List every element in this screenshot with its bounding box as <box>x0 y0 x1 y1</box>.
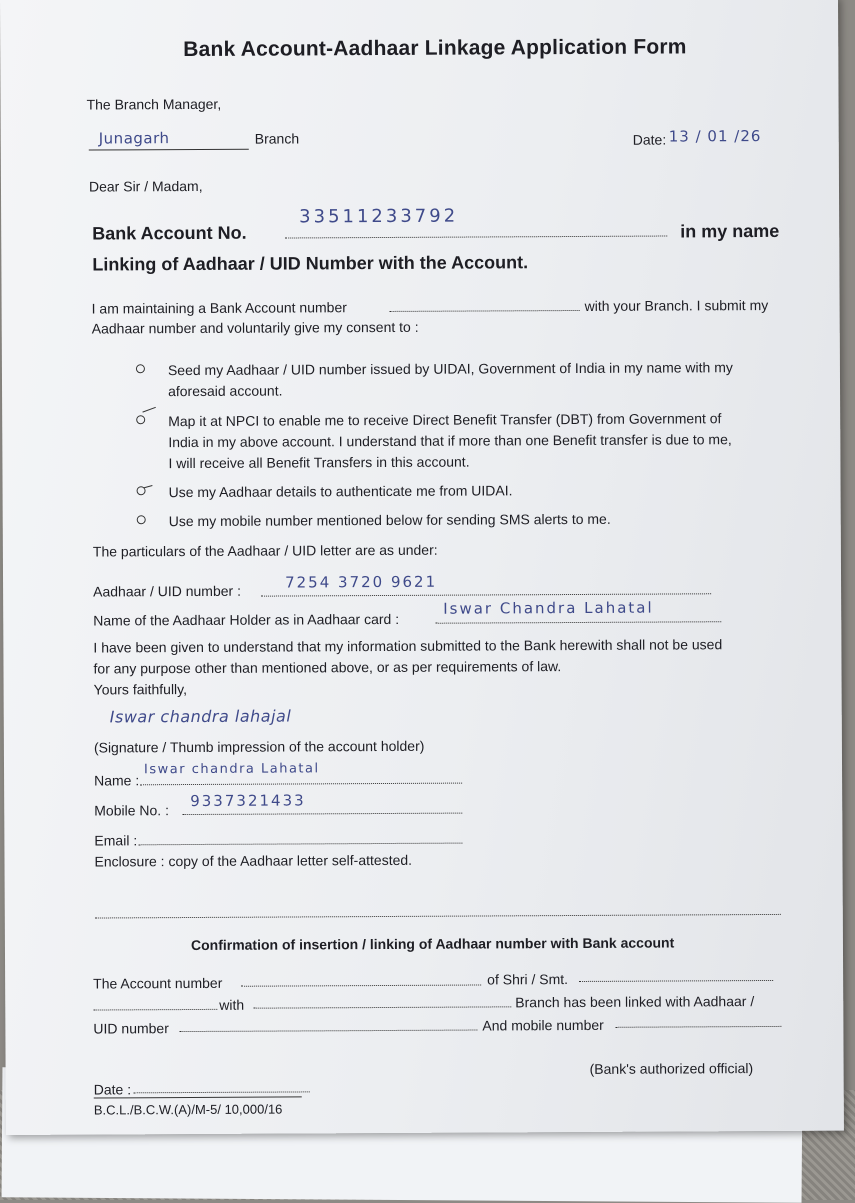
account-suffix: in my name <box>680 220 780 242</box>
consent-2-tick-mark <box>142 407 155 413</box>
salutation: Dear Sir / Madam, <box>88 177 203 195</box>
confirmation-with-label: with <box>219 996 245 1013</box>
confirmation-mobile-label: And mobile number <box>482 1016 604 1034</box>
aadhaar-number-value[interactable]: 7254 3720 9621 <box>285 572 438 592</box>
consent-4-line1: Use my mobile number mentioned below for sending SMS alerts to me. <box>168 510 611 530</box>
closing-line: Yours faithfully, <box>93 681 188 698</box>
email-line <box>138 843 462 846</box>
confirmation-date-label: Date : <box>93 1081 132 1098</box>
holder-name-line <box>435 621 721 623</box>
holder-name-value[interactable]: Iswar Chandra Lahatal <box>443 598 654 618</box>
date-field-value[interactable]: 13 / 01 /26 <box>668 127 762 146</box>
confirmation-heading: Confirmation of insertion / linking of Aadhaar number with Bank account <box>190 934 675 954</box>
footer-code: B.C.L./B.C.W.(A)/M-5/ 10,000/16 <box>93 1101 283 1118</box>
aadhaar-number-line <box>261 593 711 596</box>
intro-account-line <box>390 310 580 312</box>
confirmation-account-label: The Account number <box>93 974 223 992</box>
mobile-line <box>182 813 462 815</box>
separator-line <box>95 914 781 919</box>
intro-part2: with your Branch. I submit my <box>584 296 769 314</box>
branch-field-line <box>89 149 249 151</box>
name-label: Name : <box>94 772 140 789</box>
consent-1-line1: Seed my Aadhaar / UID number issued by UIDAI, Government of India in my name with my <box>167 359 733 379</box>
confirmation-prefix-line <box>93 1009 217 1011</box>
confirmation-of-label: of Shri / Smt. <box>487 971 569 988</box>
aadhaar-number-label: Aadhaar / UID number : <box>93 582 241 600</box>
branch-field-value[interactable]: Junagarh <box>98 129 170 148</box>
signature-label: (Signature / Thumb impression of the account holder) <box>93 737 425 756</box>
footer-rule <box>94 1096 302 1098</box>
name-value[interactable]: Iswar chandra Lahatal <box>143 761 320 778</box>
mobile-value[interactable]: 9337321433 <box>190 791 306 811</box>
intro-line2: Aadhaar number and voluntarily give my consent to : <box>91 318 419 337</box>
declaration-line2: for any purpose other than mentioned above, or as per requirements of law. <box>93 658 562 677</box>
consent-3-line1: Use my Aadhaar details to authenticate me from UIDAI. <box>168 482 513 501</box>
form-title: Bank Account-Aadhaar Linkage Application Form <box>183 35 687 62</box>
confirmation-mobile-line <box>615 1026 781 1028</box>
name-line <box>140 783 462 786</box>
confirmation-uid-line <box>179 1030 477 1033</box>
consent-2-line1: Map it at NPCI to enable me to receive Direct Benefit Transfer (DBT) from Government of <box>168 410 722 430</box>
consent-2-line2: India in my above account. I understand that if more than one Benefit transfer is due to me, <box>168 431 732 451</box>
consent-2-bullet[interactable] <box>136 415 145 424</box>
account-number-line <box>285 236 667 239</box>
account-number-value[interactable]: 33511233792 <box>299 205 459 228</box>
subject-line: Linking of Aadhaar / UID Number with the Account. <box>92 252 529 275</box>
branch-label: Branch <box>254 130 300 147</box>
consent-1-bullet[interactable] <box>136 364 145 373</box>
mobile-label: Mobile No. : <box>94 802 169 819</box>
confirmation-name-line <box>579 980 773 982</box>
confirmation-date-line <box>134 1091 310 1093</box>
enclosure-note: Enclosure : copy of the Aadhaar letter self-attested. <box>94 851 413 870</box>
intro-part1: I am maintaining a Bank Account number <box>91 299 347 317</box>
particulars-intro: The particulars of the Aadhaar / UID letter are as under: <box>92 541 438 560</box>
declaration-line1: I have been given to understand that my information submitted to the Bank herewith shall not be used <box>93 636 723 656</box>
holder-name-label: Name of the Aadhaar Holder as in Aadhaar card : <box>93 610 400 629</box>
addressee: The Branch Manager, <box>86 95 222 113</box>
email-label: Email : <box>94 832 138 849</box>
consent-4-bullet[interactable] <box>137 515 146 524</box>
confirmation-account-line <box>241 984 481 986</box>
confirmation-branch-line <box>253 1006 511 1008</box>
authorized-official-label: (Bank's authorized official) <box>589 1060 754 1077</box>
account-number-label: Bank Account No. <box>92 222 247 244</box>
date-label: Date: <box>632 131 667 148</box>
consent-2-line3: I will receive all Benefit Transfers in this account. <box>168 453 470 472</box>
confirmation-uid-label: UID number <box>93 1020 169 1037</box>
consent-3-tick-mark <box>144 485 153 488</box>
consent-1-line2: aforesaid account. <box>168 382 283 400</box>
confirmation-branch-text: Branch has been linked with Aadhaar / <box>515 993 755 1011</box>
signature-value[interactable]: Iswar chandra lahajal <box>109 706 292 727</box>
